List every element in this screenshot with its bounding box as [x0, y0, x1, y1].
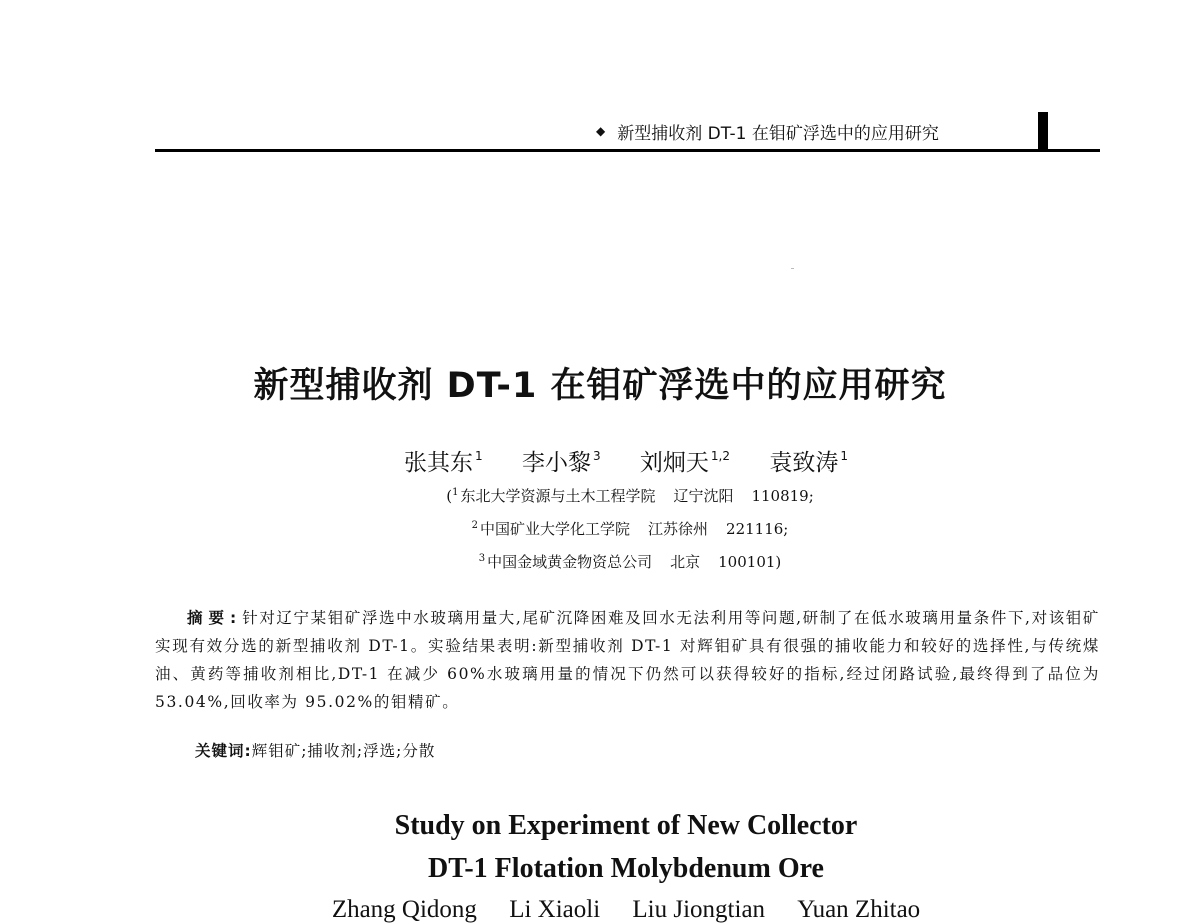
abstract-text: 针对辽宁某钼矿浮选中水玻璃用量大,尾矿沉降困难及回水无法利用等问题,研制了在低水玻璃用量条件下,对该钼矿实现有效分选的新型捕收剂 DT-1。实验结果表明:新型捕收剂 DT-1 对辉钼矿具有很强的捕收能力和较好的选择性,与传统煤油、黄药等捕收剂相比,DT-1 在减少 60%水玻璃用量的情况下仍然可以获得较好的指标,经过闭路试验,最终得到了品位为 53.04%,回收率为 95.02%的钼精矿。: [155, 609, 1101, 711]
affiliation-org: 中国金域黄金物资总公司: [487, 553, 653, 571]
keywords: [195, 739, 435, 761]
author-list: [0, 444, 1200, 477]
affiliation-line: [0, 485, 1200, 506]
abstract-label: 摘要:: [187, 609, 243, 627]
keywords-text: 辉钼矿;捕收剂;浮选;分散: [251, 742, 436, 760]
author-name: 张其东: [404, 450, 474, 476]
author-affil-mark: 1,2: [710, 449, 731, 463]
keywords-label: 关键词:: [195, 742, 252, 760]
author-affil-mark: 3: [592, 449, 601, 463]
affiliation-postcode: 110819;: [751, 487, 814, 505]
author-name: 李小黎: [521, 450, 591, 476]
affiliation-line: [0, 551, 1200, 572]
paper-title: 新型捕收剂 DT-1 在钼矿浮选中的应用研究: [253, 366, 947, 406]
affiliation-open-paren: (: [446, 487, 453, 505]
author-name: 袁致涛: [769, 450, 839, 476]
english-author: Liu Jiongtian: [632, 896, 766, 923]
scan-speck: [791, 268, 794, 269]
affiliation-line: [0, 518, 1200, 539]
english-author: Zhang Qidong: [331, 896, 477, 923]
author: [640, 450, 730, 476]
english-title-line-1: Study on Experiment of New Collector: [394, 810, 858, 841]
author: [769, 450, 848, 476]
english-title-line-2: DT-1 Flotation Molybdenum Ore: [428, 853, 824, 884]
affiliation-mark: 1: [452, 487, 459, 498]
author: [404, 450, 483, 476]
abstract: [155, 604, 1100, 716]
author-name: 刘炯天: [639, 450, 709, 476]
author: [522, 450, 601, 476]
header-rule: [155, 149, 1100, 152]
running-header: [596, 116, 939, 146]
author-affil-mark: 1: [475, 449, 483, 463]
running-header-text: 新型捕收剂 DT-1 在钼矿浮选中的应用研究: [617, 123, 939, 144]
affiliation-postcode: 221116;: [726, 520, 789, 538]
english-author: Li Xiaoli: [509, 896, 601, 923]
english-author: Yuan Zhitao: [797, 896, 921, 923]
author-affil-mark: 1: [840, 449, 848, 463]
affiliation-mark: 2: [471, 520, 478, 531]
affiliation-mark: 3: [478, 553, 486, 564]
header-bar-decoration: [1038, 112, 1048, 152]
affiliation-city: 北京: [670, 553, 701, 571]
header-bullet-icon: ◆: [596, 124, 606, 138]
affiliation-city: 江苏徐州: [648, 520, 709, 538]
affiliation-org: 东北大学资源与土木工程学院: [460, 487, 656, 505]
affiliation-postcode: 100101): [718, 553, 782, 571]
affiliation-org: 中国矿业大学化工学院: [480, 520, 631, 538]
affiliation-city: 辽宁沈阳: [673, 487, 734, 505]
